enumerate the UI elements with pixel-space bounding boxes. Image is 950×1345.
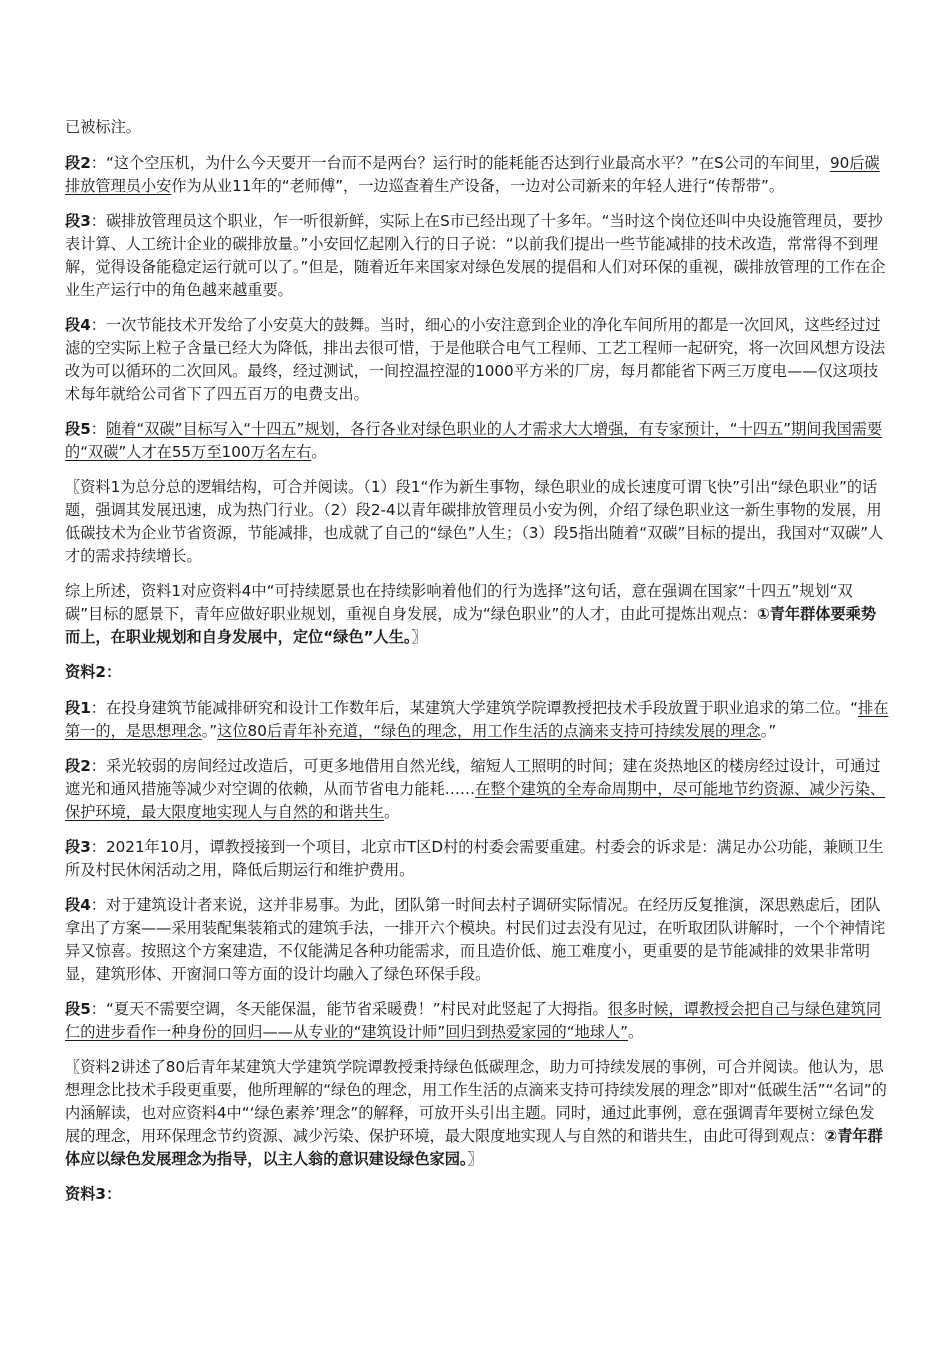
underlined-text: 这位80后青年补充道，“绿色的理念，用工作生活的点滴来支持可持续发展的理念: [217, 722, 761, 740]
viewpoint-2: ②青年群体应以绿色发展理念为指导，以主人翁的意识建设绿色家园。: [65, 1127, 883, 1168]
document-body: [65, 116, 889, 1219]
paragraph-text: ：采光较弱的房间经过改造后，可更多地借用自然光线，缩短人工照明的时间；建在炎热地区的楼房经过设计，可通过遮光和通风措施等减少对空调的依赖，从而节省电力能耗……: [65, 757, 881, 798]
paragraph-label: 段3: [65, 212, 91, 230]
paragraph-text: ：“夏天不需要空调，冬天能保温，能节省采暖费！”村民对此竖起了大拇指。: [90, 1000, 608, 1018]
paragraph-text: ：在投身建筑节能减排研究和设计工作数年后，某建筑大学建筑学院谭教授把技术手段放置于职业追求的第二位。“: [90, 699, 859, 717]
paragraph-label: 段2: [65, 154, 91, 172]
viewpoint-1: ①青年群体要乘势而上，在职业规划和自身发展中，定位“绿色”人生。: [65, 605, 877, 646]
material2-paragraph-4: [65, 894, 889, 986]
underlined-text: 90后碳排放管理员小安: [65, 154, 880, 195]
material1-analysis-note: 〖资料1为总分总的逻辑结构，可合并阅读。（1）段1“作为新生事物，绿色职业的成长速度可谓飞快”引出“绿色职业”的话题，强调其发展迅速，成为热门行业。（2）段2-4以青年碳排放管理员小安为例，介绍了绿色职业这一新生事物的发展，用低碳技术为企业节省资源，节能减排，也成就了自己的“绿色”人生；（3）段5指出随着“双碳”目标的提出，我国对“双碳”人才的需求持续增长。: [65, 478, 884, 565]
material2-paragraph-3: [65, 836, 889, 882]
paragraph-text: 。: [311, 443, 327, 461]
underlined-text: 排在第一的，是思想理念: [65, 699, 889, 740]
bracket-close: 〗: [411, 628, 427, 646]
paragraph-text: 。”: [201, 722, 218, 740]
material2-analysis-note: [65, 1056, 889, 1171]
intro-tail: 已被标注。: [65, 118, 141, 136]
note-text: 〖资料2讲述了80后青年某建筑大学建筑学院谭教授秉持绿色低碳理念，助力可持续发展的事例，可合并阅读。他认为，思想理念比技术手段更重要，他所理解的“绿色的理念，用工作生活的点滴来支持可持续发展的理念”即对“低碳生活”“名词”的内涵解读，也对应资料4中“‘绿色素养’理念”的解释，可放开头引出主题。同时，通过此事例，意在强调青年要树立绿色发展的理念，用环保理念节约资源、减少污染、保护环境，最大限度地实现人与自然的和谐共生，由此可得到观点：: [65, 1058, 887, 1145]
underlined-text: 在整个建筑的全寿命周期中，尽可能地节约资源、减少污染、保护环境，最大限度地实现人与自然的和谐共生: [65, 780, 886, 821]
summary-text: 综上所述，资料1对应资料4中“可持续愿景也在持续影响着他们的行为选择”这句话，意在强调在国家“十四五”规划“双碳”目标的愿景下，青年应做好职业规划，重视自身发展，成为“绿色职业”的人才，由此可提炼出观点：: [65, 582, 853, 623]
material1-paragraph-4: [65, 314, 889, 406]
material2-heading: 资料2：: [65, 663, 122, 681]
paragraph-text: ：“这个空压机，为什么今天要开一台而不是两台？运行时的能耗能否达到行业最高水平？”在S公司的车间里，: [90, 154, 830, 172]
material2-paragraph-5: [65, 998, 889, 1044]
material3-heading: 资料3：: [65, 1185, 122, 1203]
material1-summary: [65, 580, 889, 649]
material1-paragraph-3: [65, 210, 889, 302]
paragraph-text: 。: [383, 803, 400, 821]
material1-paragraph-5: [65, 418, 889, 464]
paragraph-text: ：一次节能技术开发给了小安莫大的鼓舞。当时，细心的小安注意到企业的净化车间所用的都是一次回风，这些经过过滤的空实际上粒子含量已经大为降低，排出去很可惜，于是他联合电气工程师、工艺工程师一起研究，将一次回风想方设法改为可以循环的二次回风。最终，经过测试，一间控温控湿的1000平方米的厂房，每月都能省下两三万度电——仅这项技术每年就给公司省下了四五百万的电费支出。: [65, 316, 886, 403]
paragraph-text: 。”: [760, 722, 777, 740]
paragraph-text: ：2021年10月，谭教授接到一个项目，北京市T区D村的村委会需要重建。村委会的诉求是：满足办公功能，兼顾卫生所及村民休闲活动之用，降低后期运行和维护费用。: [65, 838, 884, 879]
paragraph-label: 段5: [65, 1000, 91, 1018]
paragraph-label: 段5: [65, 420, 91, 438]
paragraph-text: 。: [628, 1023, 644, 1041]
paragraph-label: 段4: [65, 896, 91, 914]
paragraph-text: ：对于建筑设计者来说，这并非易事。为此，团队第一时间去村子调研实际情况。在经历反复推演，深思熟虑后，团队拿出了方案——采用装配集装箱式的建筑手法，一排开六个模块。村民们过去没有见过，在听取团队讲解时，一个个神情诧异又惊喜。按照这个方案建造，不仅能满足各种功能需求，而且造价低、施工难度小，更重要的是节能减排的效果非常明显，建筑形体、开窗洞口等方面的设计均融入了绿色环保手段。: [65, 896, 886, 983]
paragraph-label: 段1: [65, 699, 91, 717]
bracket-close: 〗: [467, 1150, 483, 1168]
paragraph-text: 作为从业11年的“老师傅”，一边巡查着生产设备，一边对公司新来的年轻人进行“传帮带”。: [171, 177, 785, 195]
underlined-text: 很多时候，谭教授会把自己与绿色建筑同仁的进步看作一种身份的回归——从专业的“建筑设计师”回归到热爱家园的“地球人”: [65, 1000, 882, 1041]
paragraph-text: ：: [90, 420, 106, 438]
paragraph-label: 段4: [65, 316, 91, 334]
material2-paragraph-2: [65, 755, 889, 824]
material2-paragraph-1: [65, 697, 889, 743]
paragraph-label: 段2: [65, 757, 91, 775]
paragraph-label: 段3: [65, 838, 91, 856]
material1-paragraph-2: [65, 152, 889, 198]
paragraph-text: ：碳排放管理员这个职业，乍一听很新鲜，实际上在S市已经出现了十多年。“当时这个岗位还叫中央设施管理员，要抄表计算、人工统计企业的碳排放量。”小安回忆起刚入行的日子说：“以前我们提出一些节能减排的技术改造，常常得不到理解，觉得设备能稳定运行就可以了。”但是，随着近年来国家对绿色发展的提倡和人们对环保的重视，碳排放管理的工作在企业生产运行中的角色越来越重要。: [65, 212, 886, 299]
underlined-text: 随着“双碳”目标写入“十四五”规划，各行各业对绿色职业的人才需求大大增强，有专家预计，“十四五”期间我国需要的“双碳”人才在55万至100万名左右: [65, 420, 883, 461]
